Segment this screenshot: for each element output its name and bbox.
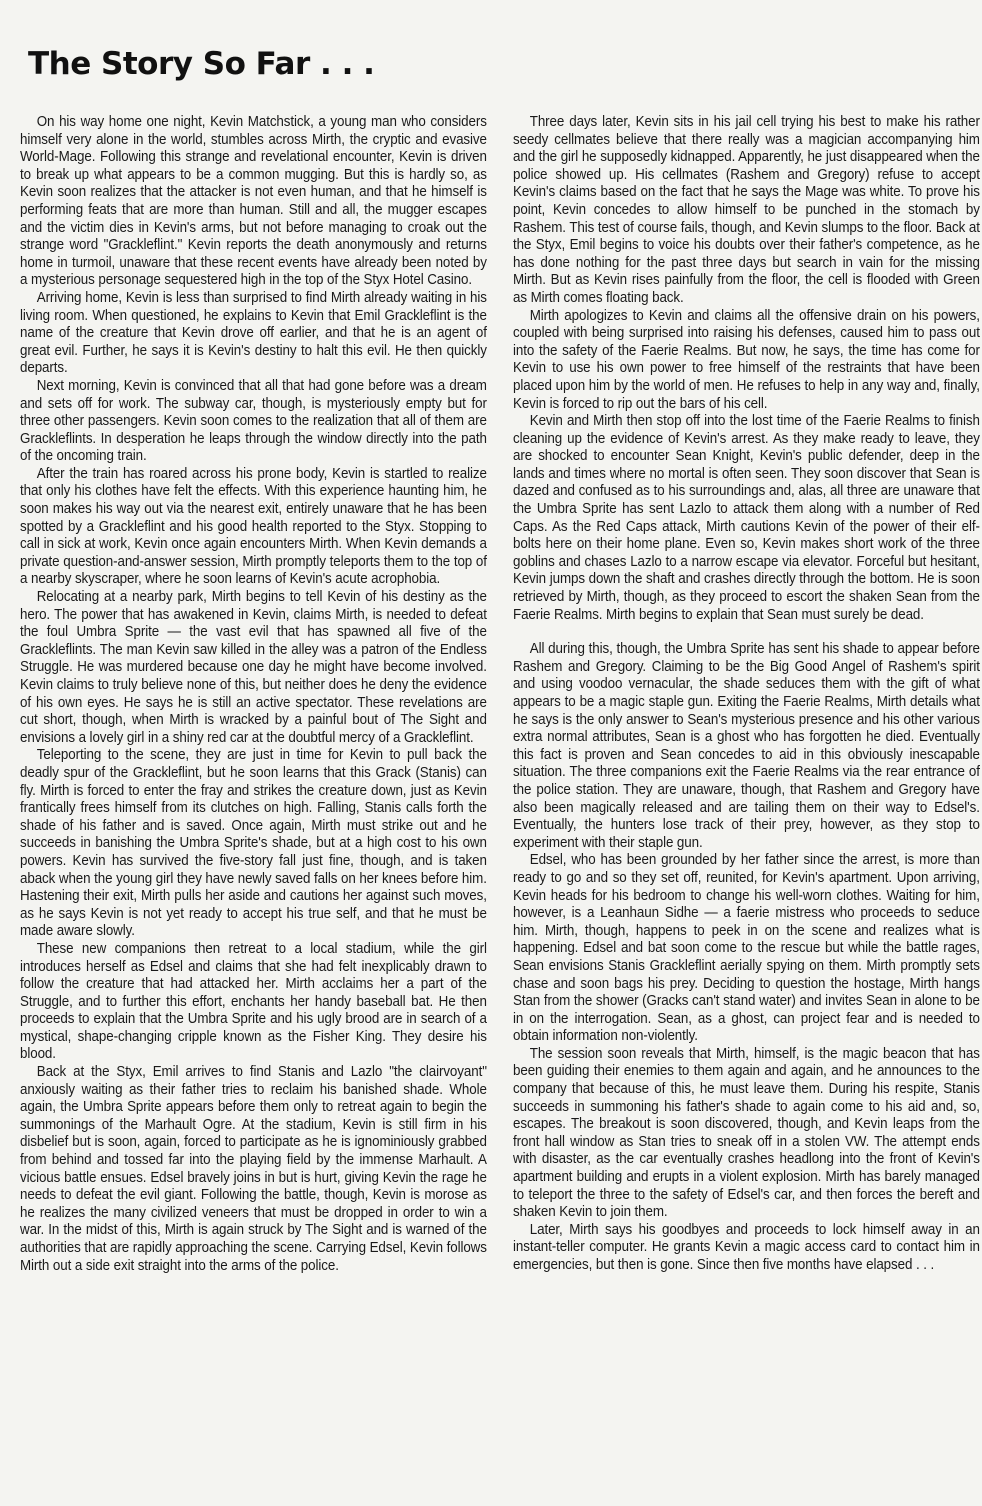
paragraph: Next morning, Kevin is convinced that all that had gone before was a dream and sets off for work. The subway car, though, is mysteriously empty but for three other passengers. Kevin soon comes to the realization that all of them are Grackleflints. In desperation he leaps through the window directly into the path of the oncoming train.: [20, 377, 487, 465]
paragraph: Teleporting to the scene, they are just in time for Kevin to pull back the deadly spur of the Grackleflint, but he soon learns that this Grack (Stanis) can fly. Mirth is forced to enter the fray and strikes the creature down, just as Kevin frantically frees himself from its clutches on high. Falling, Stanis calls forth the shade of his father and is saved. Once again, Mirth must strike out and he succeeds in banishing the Umbra Sprite's shade, but at a high cost to his own powers. Kevin has survived the five-story fall just fine, though, and is taken aback when the young girl they have newly saved falls on her knees before him. Hastening their exit, Mirth pulls her aside and cautions her against such moves, as he says Kevin is not yet ready to accept his true self, and that he must be made aware slowly.: [20, 747, 487, 940]
paragraph: All during this, though, the Umbra Sprite has sent his shade to appear before Rashem and Gregory. Claiming to be the Big Good Angel of Rashem's spirit and using voodoo vernacular, the shade seduces them with the gift of what appears to be a magic staple gun. Exiting the Faerie Realms, Mirth details what he says is the only answer to Sean's mysterious presence and his other various extra normal attributes, Sean is a ghost who has forgotten he died. Eventually this fact is proven and Sean concedes to aid in this obviously inescapable situation. The three companions exit the Faerie Realms via the rear entrance of the police station. They are unaware, though, that Rashem and Gregory have also been magically released and are tailing them on their way to Edsel's. Eventually, the hunters lose track of their prey, however, as they stop to experiment with their staple gun.: [513, 641, 980, 851]
paragraph: Kevin and Mirth then stop off into the lost time of the Faerie Realms to finish cleaning up the evidence of Kevin's arrest. As they make ready to leave, they are shocked to encounter Sean Knight, Kevin's public defender, deep in the lands and times where no mortal is often seen. They soon discover that Sean is dazed and confused as to his surroundings and, alas, all three are unaware that the Umbra Sprite has sent Lazlo to attack them along with a number of Red Caps. As the Red Caps attack, Mirth cautions Kevin of the power of their elf-bolts here on their home plane. Even so, Kevin makes short work of the three goblins and chases Lazlo to a narrow escape via elevator. Forceful but hesitant, Kevin jumps down the shaft and crashes directly through the bottom. He is soon retrieved by Mirth, though, as they proceed to escort the shaken Sean from the Faerie Realms. Mirth begins to explain that Sean must surely be dead.: [513, 413, 980, 623]
paragraph: Arriving home, Kevin is less than surprised to find Mirth already waiting in his living room. When questioned, he explains to Kevin that Emil Grackleflint is the name of the creature that Kevin drove off earlier, and that he is an agent of great evil. Further, he says it is Kevin's destiny to halt this evil. He then quickly departs.: [20, 289, 487, 377]
left-column: [20, 114, 487, 1275]
paragraph: Mirth apologizes to Kevin and claims all the offensive drain on his powers, coupled with being surprised into raising his defenses, caused him to pass out into the safety of the Faerie Realms. But now, he says, the time has come for Kevin to use his own power to free himself of the restraints that have been placed upon him by the world of men. He refuses to help in any way and, finally, Kevin is forced to rip out the bars of his cell.: [513, 307, 980, 412]
paragraph: Relocating at a nearby park, Mirth begins to tell Kevin of his destiny as the hero. The power that has awakened in Kevin, claims Mirth, is needed to defeat the foul Umbra Sprite — the vast evil that has spawned all five of the Grackleflints. The man Kevin saw killed in the alley was a patron of the Endless Struggle. He was murdered because one day he might have become involved. Kevin claims to truly believe none of this, but neither does he deny the evidence of his own eyes. He says he is still an active spectator. These revelations are cut short, though, when Mirth is wracked by a painful bout of The Sight and envisions a lovely girl in a shiny red car at the doubtful mercy of a Grackleflint.: [20, 589, 487, 746]
right-column: [513, 114, 980, 1275]
paragraph: On his way home one night, Kevin Matchstick, a young man who considers himself very alone in the world, stumbles across Mirth, the cryptic and evasive World-Mage. Following this strange and revelational encounter, Kevin is driven to break up what appears to be a common mugging. But this is hardly so, as Kevin soon realizes that the attacker is not even human, and that he himself is performing feats that are more than human. Still and all, the mugger escapes and the victim dies in Kevin's arms, but not before managing to croak out the strange word "Grackleflint." Kevin reports the death anonymously and returns home in turmoil, unaware that these recent events have already been noted by a mysterious personage sequestered high in the top of the Styx Hotel Casino.: [20, 114, 487, 289]
paragraph: Back at the Styx, Emil arrives to find Stanis and Lazlo "the clairvoyant" anxiously waiting as their father tries to reclaim his banished shade. Whole again, the Umbra Sprite appears before them only to retreat again to begin the summonings of the Marhault Ogre. At the stadium, Kevin is still firm in his disbelief but is soon, again, forced to participate as he is ignominiously grabbed from behind and tossed far into the playing field by the immense Marhault. A vicious battle ensues. Edsel bravely joins in but is hurt, giving Kevin the rage he needs to defeat the evil giant. Following the battle, though, Kevin is morose as he realizes the many civilized veneers that must be dropped in order to win a war. In the midst of this, Mirth is again struck by The Sight and is warned of the authorities that are rapidly approaching the scene. Carrying Edsel, Kevin follows Mirth out a side exit straight into the arms of the police.: [20, 1064, 487, 1274]
paragraph: Later, Mirth says his goodbyes and proceeds to lock himself away in an instant-teller computer. He grants Kevin a magic access card to contact him in emergencies, but then is gone. Since then five months have elapsed . . .: [513, 1221, 980, 1273]
page-title: The Story So Far . . .: [28, 46, 375, 82]
paragraph: These new companions then retreat to a local stadium, while the girl introduces herself as Edsel and claims that she had felt inexplicably drawn to follow the creature that had attacked her. Mirth acclaims her a part of the Struggle, and to further this effort, enchants her handy baseball bat. He then proceeds to explain that the Umbra Sprite and his ugly brood are in search of a mystical, shape-changing cripple known as the Fisher King. They desire his blood.: [20, 940, 487, 1063]
paragraph: Edsel, who has been grounded by her father since the arrest, is more than ready to go and so they set off, reunited, for Kevin's apartment. Upon arriving, Kevin heads for his bedroom to change his well-worn clothes. Waiting for him, however, is a Leanhaun Sidhe — a faerie mistress who proceeds to seduce him. Mirth, though, happens to peek in on the scene and realizes what is happening. Edsel and bat soon come to the rescue but while the battle rages, Sean envisions Stanis Grackleflint aerially spying on them. Mirth promptly sets chase and soon bags his prey. Deciding to question the hostage, Mirth hangs Stan from the shower (Gracks can't stand water) and invites Sean in alone to be in on the interrogation. Sean, as a ghost, can project fear and is needed to obtain information non-violently.: [513, 852, 980, 1045]
paragraph: The session soon reveals that Mirth, himself, is the magic beacon that has been guiding their enemies to them again and again, and he announces to the company that because of this, he must leave them. During his respite, Stanis succeeds in summoning his father's shade to again come to his aid and, so, escapes. The breakout is soon discovered, though, and Kevin leaps from the front hall window as Stan tries to sneak off in a stolen VW. The attempt ends with disaster, as the car eventually crashes headlong into the front of Kevin's apartment building and erupts in a violent explosion. Mirth has barely managed to teleport the three to the safety of Edsel's car, and then forces the bereft and shaken Kevin to join them.: [513, 1045, 980, 1221]
paragraph: Three days later, Kevin sits in his jail cell trying his best to make his rather seedy cellmates believe that there really was a magician accompanying him and the girl he supposedly kidnapped. Apparently, he just disappeared when the police showed up. His cellmates (Rashem and Gregory) refuse to accept Kevin's claims based on the fact that he says the Mage was white. To prove his point, Kevin concedes to allow himself to be punched in the stomach by Rashem. This test of course fails, though, and Kevin slumps to the floor. Back at the Styx, Emil begins to voice his doubts over their father's competence, as he has done nothing for the past three days but search in vain for the missing Mirth. But as Kevin rises painfully from the floor, the cell is flooded with Green as Mirth comes floating back.: [513, 114, 980, 306]
paragraph: After the train has roared across his prone body, Kevin is startled to realize that only his clothes have felt the effects. With this experience haunting him, he soon makes his way out via the nearest exit, entirely unaware that he has been spotted by a Grackleflint and his good health reported to the Styx. Stopping to call in sick at work, Kevin once again encounters Mirth. When Kevin demands a private question-and-answer session, Mirth promptly teleports them to the top of a nearby skyscraper, where he soon learns of Kevin's acute acrophobia.: [20, 465, 487, 588]
